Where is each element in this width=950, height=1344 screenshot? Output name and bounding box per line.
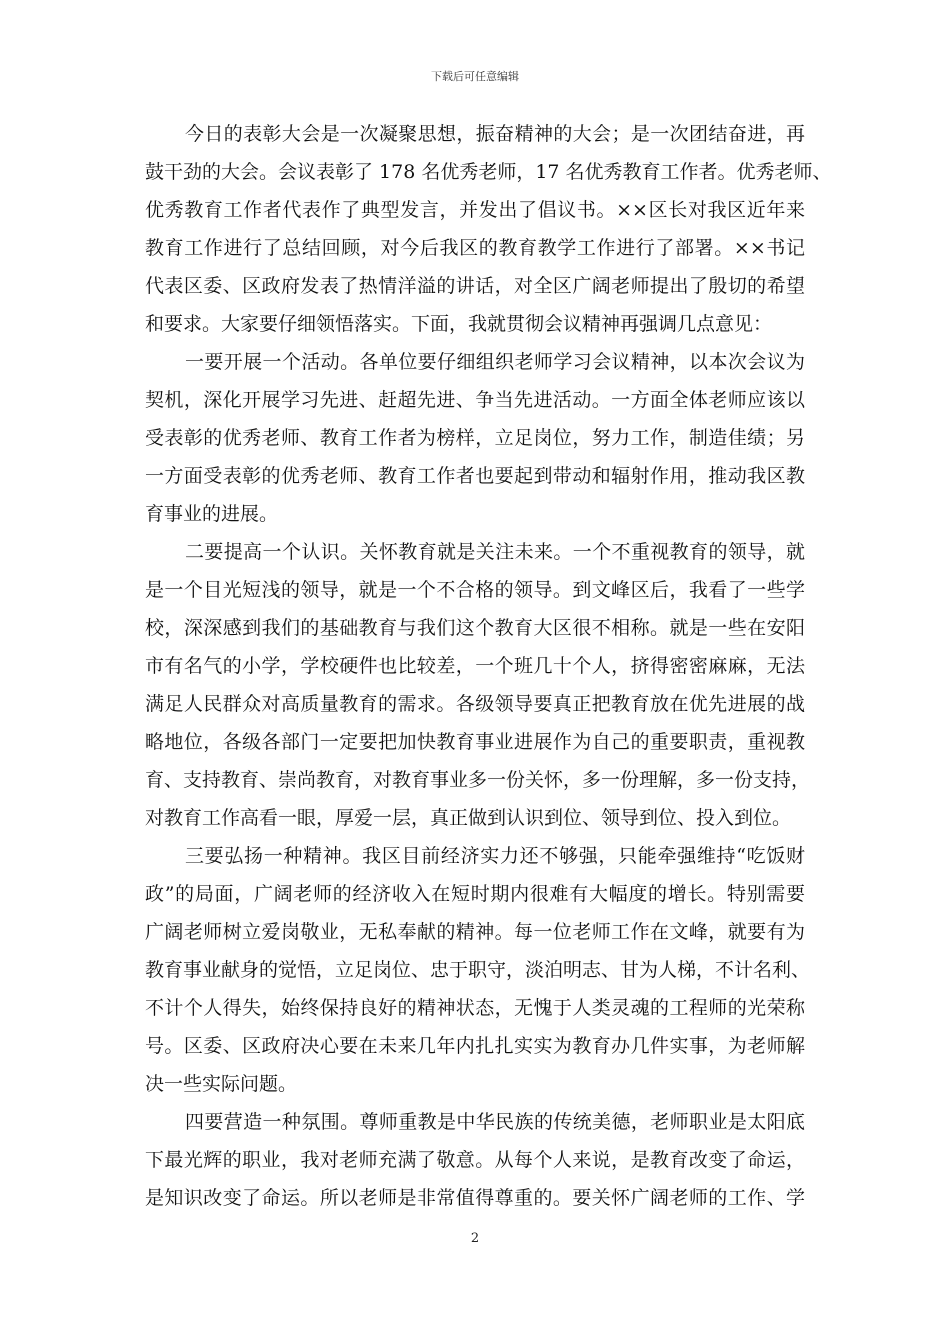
text-line: 决一些实际问题。 bbox=[145, 1073, 298, 1095]
text-line: 是知识改变了命运。所以老师是非常值得尊重的。要关怀广阔老师的工作、学 bbox=[145, 1187, 805, 1209]
text-line: 满足人民群众对高质量教育的需求。各级领导要真正把教育放在优先进展的战 bbox=[145, 693, 805, 715]
text-line: 和要求。大家要仔细领悟落实。下面，我就贯彻会议精神再强调几点意见： bbox=[145, 313, 773, 335]
text-line: 育、支持教育、崇尚教育，对教育事业多一份关怀，多一份理解，多一份支持， bbox=[145, 769, 811, 791]
text-line: 鼓干劲的大会。会议表彰了 178 名优秀老师，17 名优秀教育工作者。优秀老师、 bbox=[145, 161, 832, 183]
text-line: 号。区委、区政府决心要在未来几年内扎扎实实为教育办几件实事，为老师解 bbox=[145, 1035, 805, 1057]
text-line: 教育工作进行了总结回顾，对今后我区的教育教学工作进行了部署。××书记 bbox=[145, 237, 805, 259]
text-line: 今日的表彰大会是一次凝聚思想，振奋精神的大会；是一次团结奋进，再 bbox=[185, 123, 805, 145]
text-line: 校，深深感到我们的基础教育与我们这个教育大区很不相称。就是一些在安阳 bbox=[145, 617, 805, 639]
text-line: 一方面受表彰的优秀老师、教育工作者也要起到带动和辐射作用，推动我区教 bbox=[145, 465, 805, 487]
text-line: 受表彰的优秀老师、教育工作者为榜样，立足岗位，努力工作，制造佳绩；另 bbox=[145, 427, 805, 449]
text-line: 契机，深化开展学习先进、赶超先进、争当先进活动。一方面全体老师应该以 bbox=[145, 389, 805, 411]
text-line: 下最光辉的职业，我对老师充满了敬意。从每个人来说，是教育改变了命运， bbox=[145, 1149, 805, 1171]
text-line: 是一个目光短浅的领导，就是一个不合格的领导。到文峰区后，我看了一些学 bbox=[145, 579, 805, 601]
text-line: 一要开展一个活动。各单位要仔细组织老师学习会议精神，以本次会议为 bbox=[185, 351, 805, 373]
text-line: 市有名气的小学，学校硬件也比较差，一个班几十个人，挤得密密麻麻，无法 bbox=[145, 655, 805, 677]
text-line: 不计个人得失，始终保持良好的精神状态，无愧于人类灵魂的工程师的光荣称 bbox=[145, 997, 805, 1019]
text-line: 四要营造一种氛围。尊师重教是中华民族的传统美德，老师职业是太阳底 bbox=[185, 1111, 805, 1133]
text-line: 优秀教育工作者代表作了典型发言，并发出了倡议书。××区长对我区近年来 bbox=[145, 199, 805, 221]
text-line: 三要弘扬一种精神。我区目前经济实力还不够强，只能牵强维持“吃饭财 bbox=[185, 845, 805, 867]
text-line: 对教育工作高看一眼，厚爱一层，真正做到认识到位、领导到位、投入到位。 bbox=[145, 807, 792, 829]
text-line: 二要提高一个认识。关怀教育就是关注未来。一个不重视教育的领导，就 bbox=[185, 541, 805, 563]
text-line: 略地位，各级各部门一定要把加快教育事业进展作为自己的重要职责，重视教 bbox=[145, 731, 805, 753]
text-line: 广阔老师树立爱岗敬业，无私奉献的精神。每一位老师工作在文峰，就要有为 bbox=[145, 921, 805, 943]
text-line: 政”的局面，广阔老师的经济收入在短时期内很难有大幅度的增长。特别需要 bbox=[145, 883, 805, 905]
text-line: 育事业的进展。 bbox=[145, 503, 279, 525]
text-line: 教育事业献身的觉悟，立足岗位、忠于职守，淡泊明志、甘为人梯，不计名利、 bbox=[145, 959, 811, 981]
page-number: 2 bbox=[470, 1231, 480, 1246]
page-header: 下载后可任意编辑 bbox=[431, 70, 519, 83]
text-line: 代表区委、区政府发表了热情洋溢的讲话，对全区广阔老师提出了殷切的希望 bbox=[145, 275, 805, 297]
